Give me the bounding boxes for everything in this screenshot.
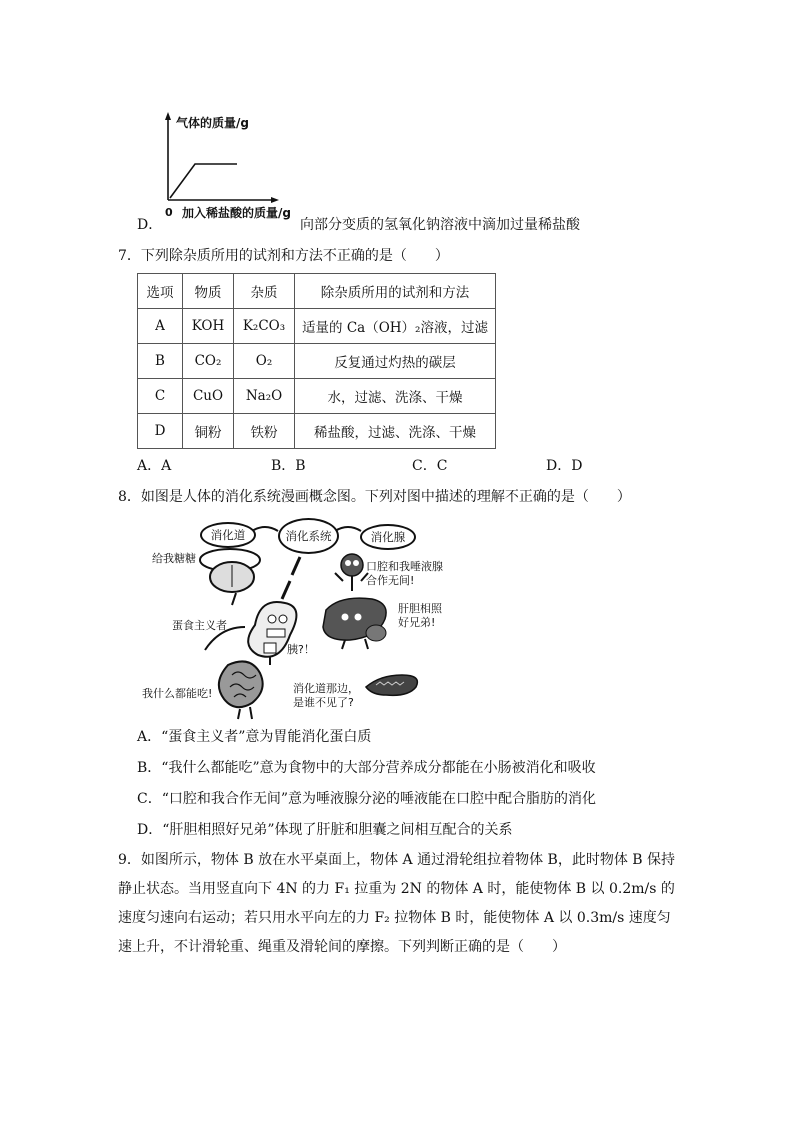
- table-cell: A: [138, 309, 183, 344]
- bubble-digestive-tract: 消化道: [200, 522, 256, 548]
- table-cell: 水，过滤、洗涤、干燥: [295, 379, 496, 414]
- q8-option-c[interactable]: C．“口腔和我合作无间”意为唾液腺分泌的唾液能在口腔中配合脂肪的消化: [137, 791, 597, 807]
- answer-option-b[interactable]: B．B: [271, 458, 306, 474]
- header-cell: 物质: [183, 274, 234, 309]
- graph-origin: 0: [165, 206, 173, 219]
- label-intestine: 我什么都能吃!: [142, 687, 213, 700]
- answer-option-a[interactable]: A．A: [137, 458, 172, 474]
- table-cell: 稀盐酸，过滤、洗涤、干燥: [295, 414, 496, 449]
- table-cell: Na₂O: [234, 379, 295, 414]
- table-row: [138, 309, 496, 344]
- q8-option-b[interactable]: B．“我什么都能吃”意为食物中的大部分营养成分都能在小肠被消化和吸收: [137, 760, 596, 776]
- label-pancreas: 消化道那边， 是谁不见了?: [293, 682, 359, 709]
- bubble-digestive-system: 消化系统: [278, 518, 339, 554]
- q6-option-d-letter: D．: [137, 217, 163, 233]
- label-pancreas-question: 胰?！: [287, 643, 315, 656]
- table-cell: C: [138, 379, 183, 414]
- graph-x-label: 加入稀盐酸的质量/g: [182, 206, 291, 220]
- table-cell: 铜粉: [183, 414, 234, 449]
- q7-stem: 7．下列除杂质所用的试剂和方法不正确的是（ ）: [118, 248, 449, 264]
- table-cell: O₂: [234, 344, 295, 379]
- q6-option-d-text: 向部分变质的氢氧化钠溶液中滴加过量稀盐酸: [300, 217, 580, 233]
- table-cell: CO₂: [183, 344, 234, 379]
- q9-stem: 9．如图所示，物体 B 放在水平桌面上，物体 A 通过滑轮组拉着物体 B，此时物体 B 保持静止状态。当用竖直向下 4N 的力 F₁ 拉重为 2N 的物体 A 时，能使物体 B 以 0.2m/s 的速度匀速向右运动；若只用水平向左的力 F₂ 拉物体 B 时，能使物体 A 以 0.3m/s 速度匀速上升，不计滑轮重、绳重及滑轮间的摩擦。下列判断正确的是（ ）: [118, 852, 676, 955]
- q8-option-a[interactable]: A．“蛋食主义者”意为胃能消化蛋白质: [137, 729, 372, 745]
- q8-option-d[interactable]: D．“肝胆相照好兄弟”体现了肝脏和胆囊之间相互配合的关系: [137, 822, 513, 838]
- table-cell: KOH: [183, 309, 234, 344]
- table-row: [138, 414, 496, 449]
- table-row: [138, 379, 496, 414]
- table-cell: CuO: [183, 379, 234, 414]
- label-stomach: 蛋食主义者: [172, 619, 227, 632]
- table-cell: D: [138, 414, 183, 449]
- answer-option-c[interactable]: C．C: [412, 458, 448, 474]
- bubble-digestive-gland: 消化腺: [360, 524, 416, 550]
- table-header-row: [138, 274, 496, 309]
- table-row: [138, 344, 496, 379]
- header-cell: 选项: [138, 274, 183, 309]
- q7-table: [137, 273, 496, 449]
- answer-option-d[interactable]: D．D: [546, 458, 583, 474]
- header-cell: 杂质: [234, 274, 295, 309]
- label-liver: 肝胆相照 好兄弟!: [398, 602, 442, 629]
- label-salivary: 口腔和我唾液腺 合作无间!: [366, 560, 443, 587]
- table-cell: 反复通过灼热的碳层: [295, 344, 496, 379]
- header-cell: 除杂质所用的试剂和方法: [295, 274, 496, 309]
- table-cell: 铁粉: [234, 414, 295, 449]
- table-cell: K₂CO₃: [234, 309, 295, 344]
- q8-stem: 8．如图是人体的消化系统漫画概念图。下列对图中描述的理解不正确的是（ ）: [118, 489, 631, 505]
- table-cell: 适量的 Ca（OH）₂溶液，过滤: [295, 309, 496, 344]
- table-cell: B: [138, 344, 183, 379]
- label-mouth: 给我糖糖: [152, 552, 196, 565]
- graph-y-label: 气体的质量/g: [176, 116, 249, 130]
